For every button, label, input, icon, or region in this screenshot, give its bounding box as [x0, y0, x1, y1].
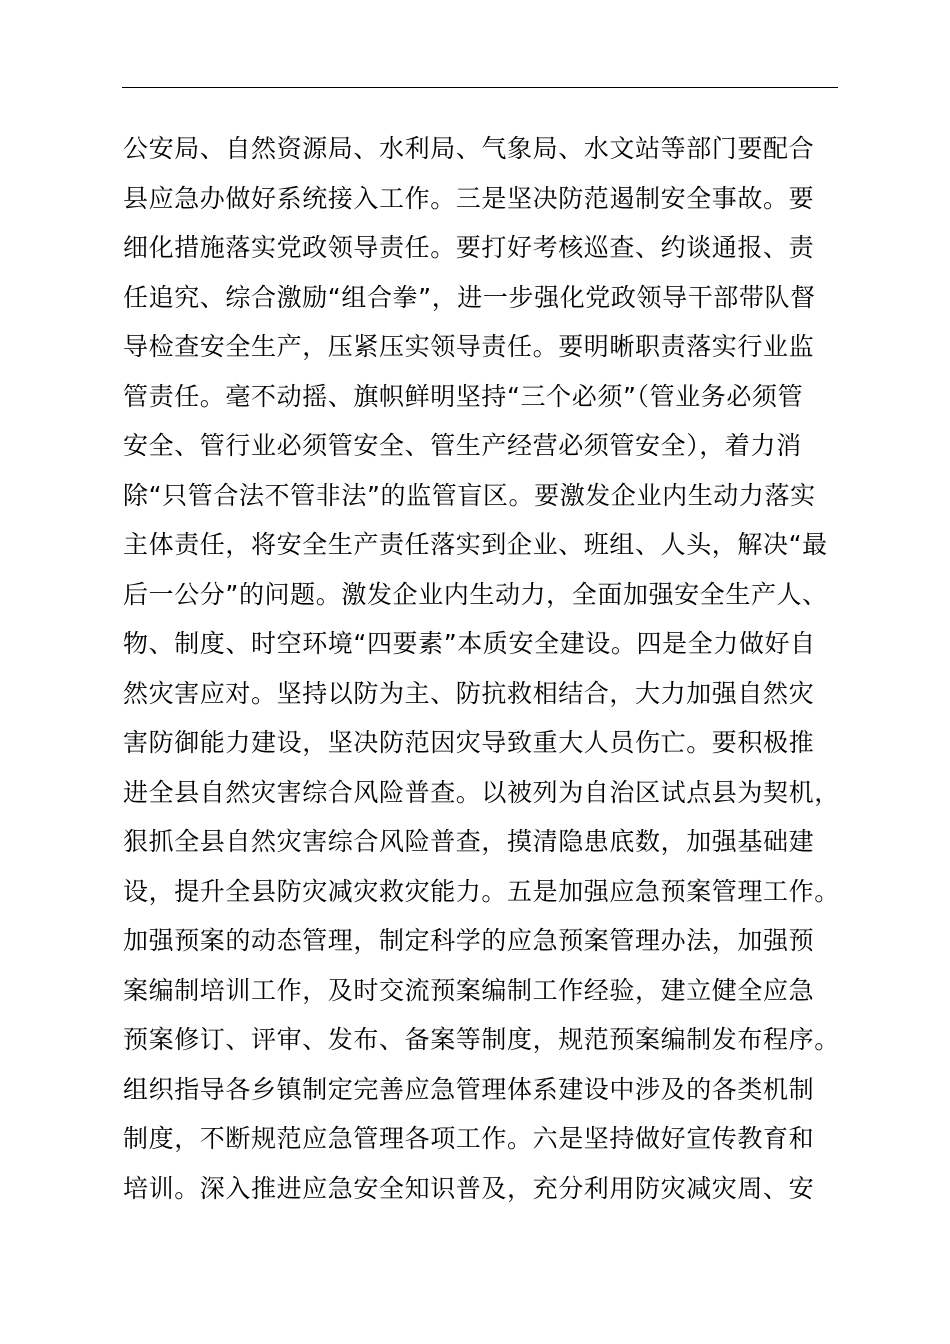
text-line: 后一公分”的问题。激发企业内生动力，全面加强安全生产人、: [123, 579, 828, 609]
text-line: 培训。深入推进应急安全知识普及，充分利用防灾减灾周、安: [123, 1173, 815, 1203]
text-line: 管责任。毫不动摇、旗帜鲜明坚持“三个必须”（管业务必须管: [123, 381, 804, 411]
text-line: 组织指导各乡镇制定完善应急管理体系建设中涉及的各类机制: [123, 1074, 815, 1104]
text-line: 狠抓全县自然灾害综合风险普查，摸清隐患底数，加强基础建: [123, 827, 815, 856]
text-line: 任追究、综合激励“组合拳”，进一步强化党政领导干部带队督: [123, 282, 816, 312]
text-line: 导检查安全生产，压紧压实领导责任。要明晰职责落实行业监: [123, 332, 815, 361]
text-line: 案编制培训工作，及时交流预案编制工作经验，建立健全应急: [123, 975, 815, 1005]
text-line: 县应急办做好系统接入工作。三是坚决防范遏制安全事故。要: [123, 183, 815, 213]
text-line: 除“只管合法不管非法”的监管盲区。要激发企业内生动力落实: [123, 480, 816, 510]
text-line: 设，提升全县防灾减灾救灾能力。五是加强应急预案管理工作。: [123, 876, 840, 906]
text-line: 安全、管行业必须管安全、管生产经营必须管安全），着力消: [123, 431, 802, 460]
text-line: 预案修订、评审、发布、备案等制度，规范预案编制发布程序。: [123, 1025, 840, 1054]
text-line: 制度，不断规范应急管理各项工作。六是坚持做好宣传教育和: [123, 1124, 815, 1153]
text-line: 进全县自然灾害综合风险普查。以被列为自治区试点县为契机，: [123, 777, 840, 807]
text-line: 公安局、自然资源局、水利局、气象局、水文站等部门要配合: [123, 134, 815, 163]
text-line: 害防御能力建设，坚决防范因灾导致重大人员伤亡。要积极推: [123, 728, 815, 757]
body-paragraph: [123, 124, 843, 1213]
text-line: 然灾害应对。坚持以防为主、防抗救相结合，大力加强自然灾: [123, 678, 815, 708]
text-line: 细化措施落实党政领导责任。要打好考核巡查、约谈通报、责: [123, 233, 815, 262]
text-line: 物、制度、时空环境“四要素”本质安全建设。四是全力做好自: [123, 629, 816, 658]
text-line: 主体责任，将安全生产责任落实到企业、班组、人头，解决“最: [123, 530, 828, 559]
header-rule: [122, 87, 838, 88]
text-line: 加强预案的动态管理，制定科学的应急预案管理办法，加强预: [123, 926, 815, 955]
